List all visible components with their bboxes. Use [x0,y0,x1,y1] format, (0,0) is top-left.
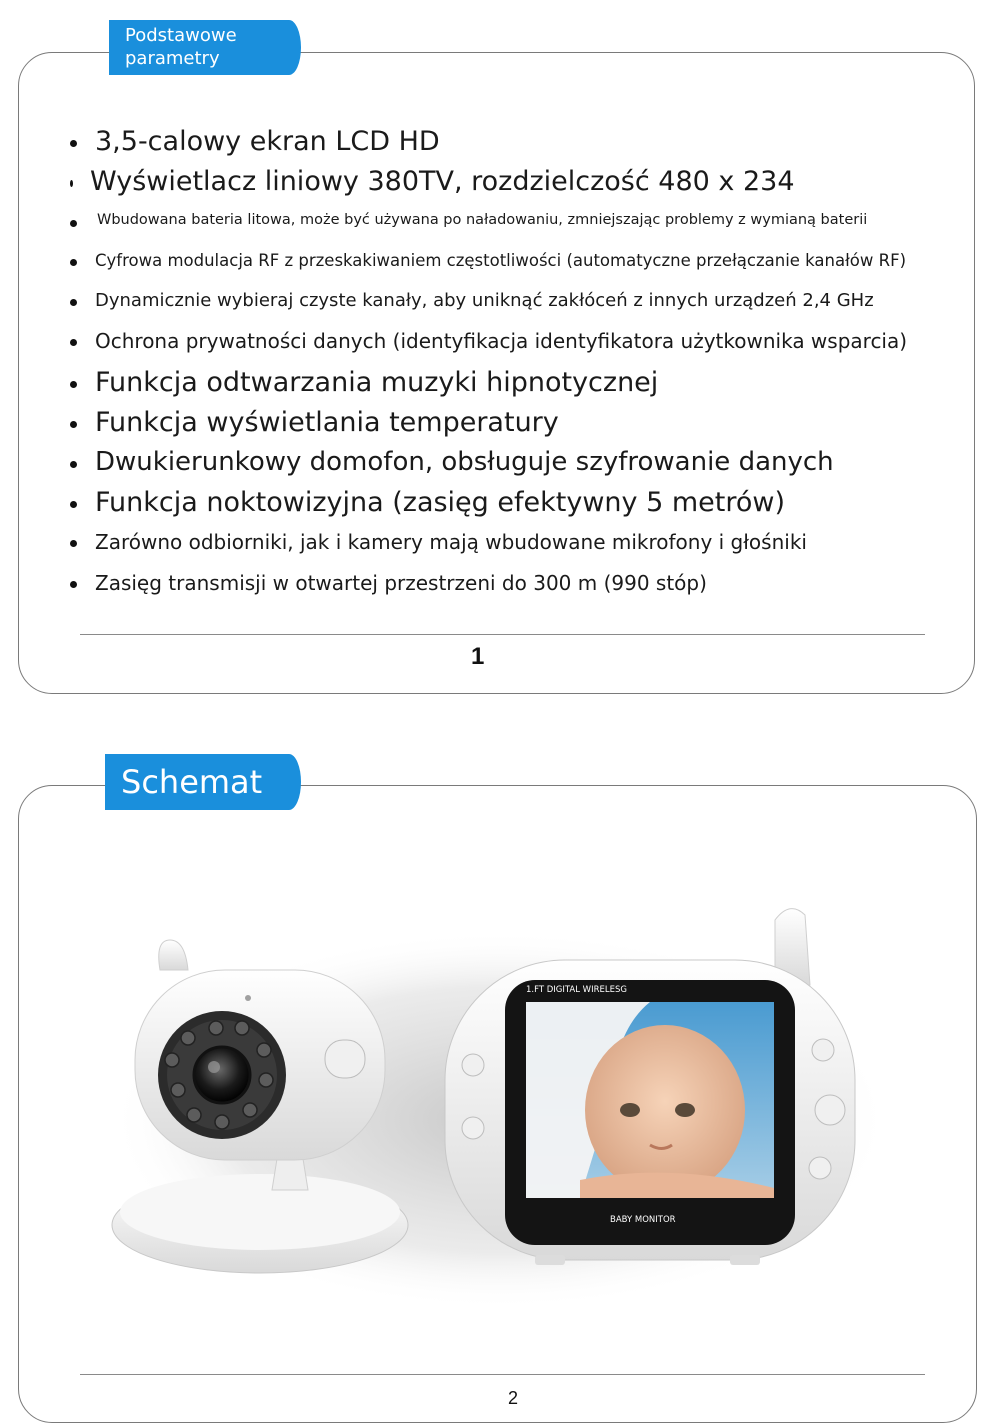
bullet-icon [70,220,77,227]
bullet-icon [70,501,77,508]
divider [80,634,925,635]
bullet-icon [70,339,77,346]
bullet-icon [70,581,77,588]
screen-bottom-label: BABY MONITOR [610,1215,676,1225]
bullet-icon [70,540,77,547]
bullet-icon [70,140,77,147]
section-tag-schematic: Schemat [105,754,289,810]
page-number: 1 [471,643,485,670]
bullet-icon [70,461,77,468]
divider [80,1374,925,1375]
baby-monitor-photo [110,900,890,1310]
bullet-icon [70,421,77,428]
bullet-icon [70,381,77,388]
bullet-icon [70,180,73,187]
section-tag-parameters: Podstawowe parametry [109,20,289,75]
page-number: 2 [508,1388,519,1408]
bullet-icon [70,299,77,306]
screen-top-label: 1.FT DIGITAL WIRELESG [526,985,627,995]
bullet-icon [70,259,77,266]
